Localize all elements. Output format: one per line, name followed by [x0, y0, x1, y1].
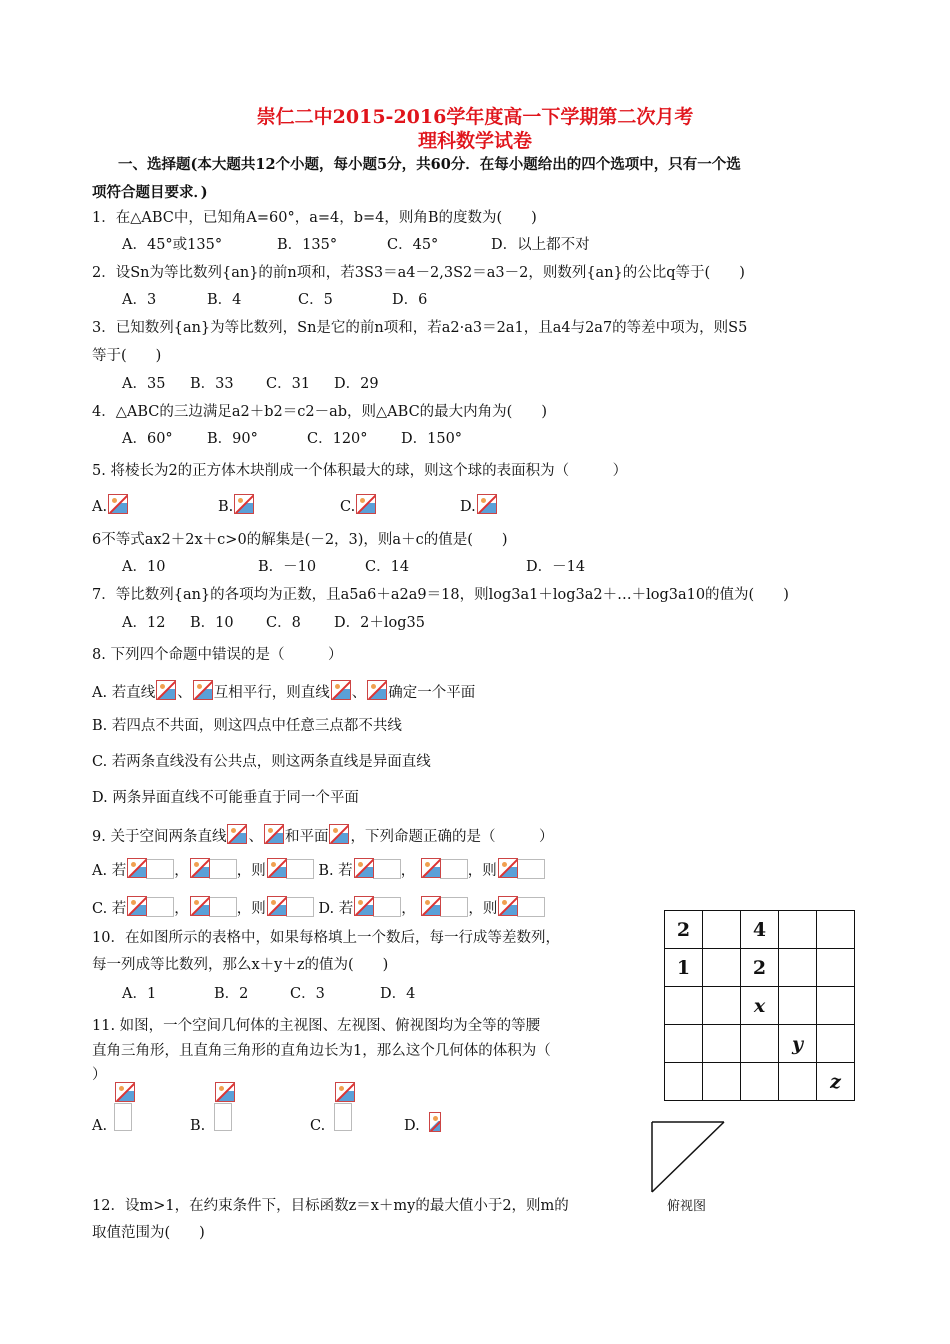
- grid-cell: [817, 987, 855, 1025]
- text-fragment: B. 若: [318, 863, 353, 879]
- q5-option-d: [460, 494, 498, 515]
- text-fragment: C. 若: [92, 901, 127, 917]
- question-7: 7．等比数列{an}的各项均为正数，且a5a6＋a2a9＝18，则log3a1＋log3a2＋…＋log3a10的值为( ): [92, 587, 789, 603]
- option-label: B.: [218, 499, 234, 515]
- question-4: 4．△ABC的三边满足a2＋b2＝c2－ab，则△ABC的最大内角为( ): [92, 404, 547, 420]
- text-fragment: 互相平行，则直线: [213, 685, 330, 701]
- section-heading-cont: 项符合题目要求．): [92, 184, 208, 201]
- text-fragment: ，则: [467, 863, 497, 879]
- grid-cell: [703, 949, 741, 987]
- formula-image-icon: [193, 680, 213, 700]
- q10-option-d: D．4: [380, 986, 416, 1002]
- number-grid-table: [664, 910, 855, 1101]
- formula-image-icon: [356, 494, 376, 514]
- formula-image-icon: [190, 896, 210, 916]
- section-heading: 一、选择题(本大题共12个小题，每小题5分，共60分．在每小题给出的四个选项中，只有一个选: [118, 156, 741, 173]
- question-8: 8. 下列四个命题中错误的是（ ）: [92, 647, 343, 663]
- grid-cell: [665, 1025, 703, 1063]
- q8-option-b: B. 若四点不共面，则这四点中任意三点都不共线: [92, 718, 402, 734]
- text-fragment: 和平面: [284, 829, 329, 845]
- question-11: 11. 如图，一个空间几何体的主视图、左视图、俯视图均为全等的等腰: [92, 1018, 541, 1034]
- grid-cell: [817, 1025, 855, 1063]
- formula-image-icon: [127, 896, 147, 916]
- question-12-cont: 取值范围为( ): [92, 1225, 205, 1241]
- grid-cell: [779, 1063, 817, 1101]
- grid-cell: x: [741, 987, 779, 1025]
- grid-cell: 2: [741, 949, 779, 987]
- figure-caption: 俯视图: [667, 1199, 707, 1214]
- formula-image-icon: [115, 1082, 135, 1102]
- text-fragment: A. 若直线: [92, 685, 156, 701]
- formula-box: [214, 1103, 232, 1131]
- option-label: D.: [460, 499, 476, 515]
- grid-row: [665, 987, 855, 1025]
- text-fragment: ，: [174, 863, 189, 879]
- grid-cell: [703, 911, 741, 949]
- formula-image-icon: [329, 824, 349, 844]
- q4-option-d: D．150°: [401, 431, 463, 447]
- q3-option-b: B．33: [190, 376, 234, 392]
- option-label: C.: [340, 499, 356, 515]
- text-fragment: ，则: [468, 901, 498, 917]
- formula-image-icon: [429, 1112, 441, 1132]
- formula-box: [209, 859, 237, 879]
- question-3-cont: 等于( ): [92, 348, 162, 364]
- q10-option-b: B．2: [214, 986, 249, 1002]
- q11-option-a-formula: [114, 1082, 134, 1135]
- text-fragment: ，则: [236, 863, 266, 879]
- formula-image-icon: [421, 896, 441, 916]
- text-fragment: ，: [174, 901, 189, 917]
- formula-box: [286, 897, 314, 917]
- q3-option-a: A．35: [122, 376, 166, 392]
- formula-image-icon: [190, 858, 210, 878]
- formula-image-icon: [227, 824, 247, 844]
- grid-cell: y: [779, 1025, 817, 1063]
- grid-cell: [741, 1063, 779, 1101]
- question-12: 12．设m>1，在约束条件下，目标函数z＝x＋my的最大值小于2，则m的: [92, 1198, 569, 1214]
- q11-option-d-label: D.: [404, 1118, 420, 1134]
- text-fragment: ，: [400, 863, 416, 879]
- q5-option-b: [218, 494, 255, 515]
- q4-option-a: A．60°: [122, 431, 173, 447]
- formula-box: [146, 897, 174, 917]
- formula-box: [373, 897, 401, 917]
- q9-options-cd: [92, 896, 545, 918]
- text-fragment: ，: [401, 901, 416, 917]
- q8-option-c: C. 若两条直线没有公共点，则这两条直线是异面直线: [92, 754, 431, 770]
- formula-image-icon: [267, 858, 287, 878]
- formula-image-icon: [264, 824, 284, 844]
- grid-row: [665, 949, 855, 987]
- q1-option-d: D．以上都不对: [491, 237, 590, 253]
- text-fragment: 9. 关于空间两条直线: [92, 829, 227, 845]
- q9-options-ab: [92, 858, 545, 880]
- question-11-cont: 直角三角形，且直角三角形的直角边长为1，那么这个几何体的体积为（: [92, 1043, 551, 1059]
- formula-box: [517, 859, 545, 879]
- grid-cell: 1: [665, 949, 703, 987]
- q10-option-c: C．3: [290, 986, 325, 1002]
- question-3: 3．已知数列{an}为等比数列，Sn是它的前n项和，若a2·a3＝2a1，且a4与2a7的等差中项为，则S5: [92, 320, 748, 336]
- formula-box: [209, 897, 237, 917]
- q11-option-b-formula: [214, 1082, 234, 1135]
- q11-option-d-formula: [428, 1112, 442, 1133]
- grid-cell: [703, 1025, 741, 1063]
- formula-box: [146, 859, 174, 879]
- question-6: 6不等式ax2＋2x＋c>0的解集是(－2，3)，则a＋c的值是( ): [92, 532, 508, 548]
- formula-box: [334, 1103, 352, 1131]
- q1-option-c: C．45°: [387, 237, 439, 253]
- grid-cell: [665, 987, 703, 1025]
- grid-cell: [665, 1063, 703, 1101]
- q5-option-c: [340, 494, 377, 515]
- q6-option-d: D．－14: [526, 559, 586, 575]
- formula-image-icon: [234, 494, 254, 514]
- q6-option-a: A．10: [122, 559, 166, 575]
- question-1: 1．在△ABC中，已知角A=60°，a=4，b=4，则角B的度数为( ): [92, 210, 537, 226]
- grid-cell: [703, 987, 741, 1025]
- formula-image-icon: [367, 680, 387, 700]
- text-fragment: ，下列命题正确的是（ ）: [350, 829, 554, 845]
- q8-option-a: [92, 680, 475, 702]
- grid-cell: 2: [665, 911, 703, 949]
- grid-cell: [741, 1025, 779, 1063]
- formula-image-icon: [335, 1082, 355, 1102]
- grid-cell: [779, 911, 817, 949]
- q2-option-c: C．5: [298, 292, 333, 308]
- formula-image-icon: [354, 858, 374, 878]
- q2-option-d: D．6: [392, 292, 428, 308]
- q11-option-b-label: B.: [190, 1118, 206, 1134]
- q3-option-d: D．29: [334, 376, 379, 392]
- q2-option-a: A．3: [122, 292, 157, 308]
- q11-option-c-formula: [334, 1082, 354, 1135]
- grid-cell: [817, 911, 855, 949]
- option-label: A.: [92, 499, 108, 515]
- formula-image-icon: [127, 858, 147, 878]
- formula-box: [517, 897, 545, 917]
- q4-option-c: C．120°: [307, 431, 368, 447]
- grid-cell: z: [817, 1063, 855, 1101]
- text-fragment: 、: [351, 685, 367, 701]
- formula-image-icon: [354, 896, 374, 916]
- q7-option-b: B．10: [190, 615, 234, 631]
- text-fragment: A. 若: [92, 863, 127, 879]
- formula-image-icon: [331, 680, 351, 700]
- q8-option-d: D. 两条异面直线不可能垂直于同一个平面: [92, 790, 359, 806]
- grid-cell: [779, 987, 817, 1025]
- q4-option-b: B．90°: [207, 431, 258, 447]
- formula-image-icon: [421, 858, 441, 878]
- formula-image-icon: [498, 858, 518, 878]
- text-fragment: D. 若: [318, 901, 354, 917]
- question-2: 2．设Sn为等比数列{an}的前n项和，若3S3＝a4－2,3S2＝a3－2，则数列{an}的公比q等于( ): [92, 265, 745, 281]
- q7-option-a: A．12: [122, 615, 166, 631]
- formula-image-icon: [498, 896, 518, 916]
- q7-option-c: C．8: [266, 615, 301, 631]
- formula-box: [286, 859, 314, 879]
- exam-title: 崇仁二中2015-2016学年度高一下学期第二次月考: [256, 106, 694, 128]
- grid-cell: [817, 949, 855, 987]
- grid-cell: 4: [741, 911, 779, 949]
- grid-row: [665, 1063, 855, 1101]
- q11-option-a-label: A.: [92, 1118, 108, 1134]
- formula-image-icon: [267, 896, 287, 916]
- grid-row: [665, 1025, 855, 1063]
- question-11-cont2: ）: [92, 1067, 107, 1083]
- text-fragment: ，则: [236, 901, 266, 917]
- formula-image-icon: [156, 680, 176, 700]
- formula-image-icon: [477, 494, 497, 514]
- text-fragment: 、: [248, 829, 263, 845]
- grid-cell: [779, 949, 817, 987]
- q1-option-b: B．135°: [277, 237, 338, 253]
- q11-option-c-label: C.: [310, 1118, 326, 1134]
- q5-option-a: [92, 494, 129, 515]
- q7-option-d: D．2＋log35: [334, 615, 425, 631]
- text-fragment: 、: [177, 685, 192, 701]
- question-9: [92, 824, 553, 846]
- formula-box: [440, 859, 468, 879]
- triangle-hypotenuse: [652, 1122, 724, 1192]
- top-view-figure: [648, 1118, 728, 1198]
- question-5: 5. 将棱长为2的正方体木块削成一个体积最大的球，则这个球的表面积为（ ）: [92, 463, 628, 479]
- formula-image-icon: [108, 494, 128, 514]
- grid-cell: [703, 1063, 741, 1101]
- formula-box: [114, 1103, 132, 1131]
- q3-option-c: C．31: [266, 376, 311, 392]
- formula-box: [373, 859, 401, 879]
- formula-image-icon: [215, 1082, 235, 1102]
- q2-option-b: B．4: [207, 292, 242, 308]
- q1-option-a: A．45°或135°: [122, 237, 223, 253]
- question-10-cont: 每一列成等比数列，那么x＋y＋z的值为( ): [92, 957, 389, 973]
- exam-subtitle: 理科数学试卷: [417, 130, 532, 152]
- q10-option-a: A．1: [122, 986, 157, 1002]
- q6-option-b: B．－10: [258, 559, 317, 575]
- grid-row: [665, 911, 855, 949]
- formula-box: [440, 897, 468, 917]
- q6-option-c: C．14: [365, 559, 410, 575]
- text-fragment: 确定一个平面: [388, 685, 476, 701]
- question-10: 10．在如图所示的表格中，如果每格填上一个数后，每一行成等差数列，: [92, 930, 560, 946]
